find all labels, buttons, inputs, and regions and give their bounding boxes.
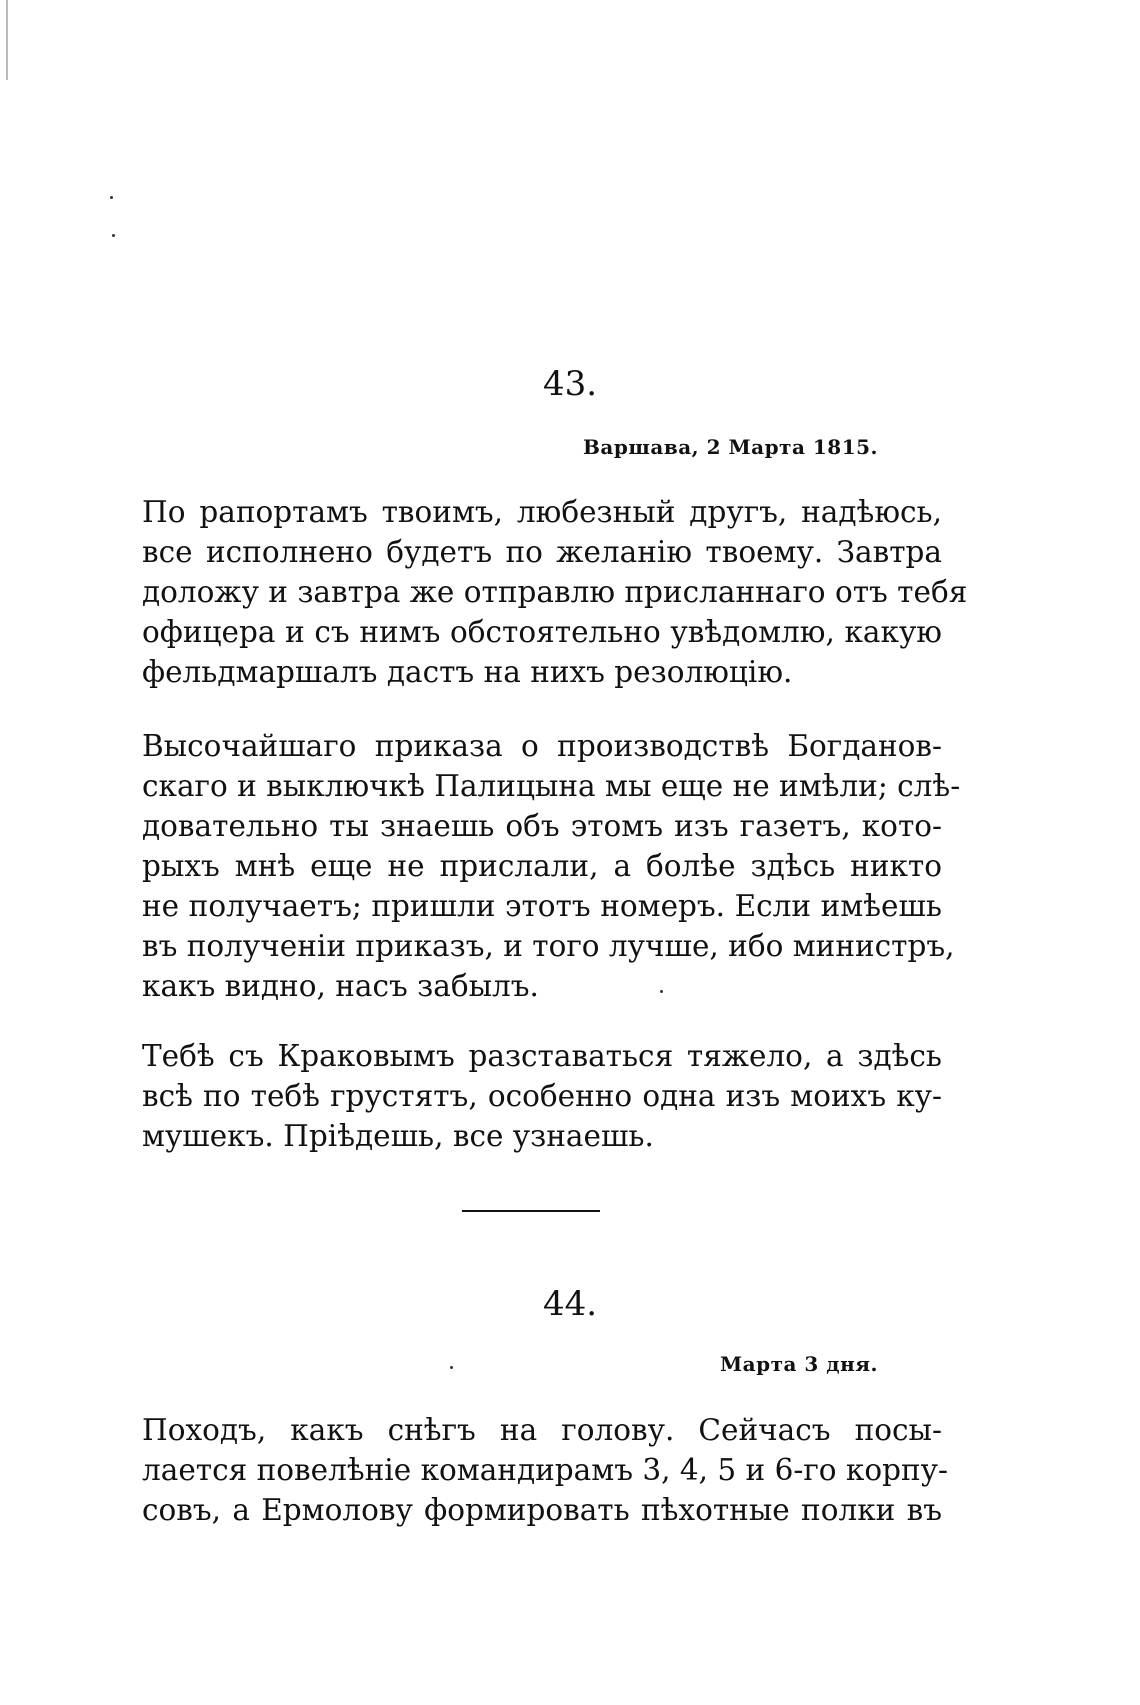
text-line: не получаетъ; пришли этотъ номеръ. Если имѣешь xyxy=(142,889,942,923)
letter-paragraph xyxy=(142,726,961,1006)
letter-paragraph xyxy=(142,492,968,692)
text-line: мушекъ. Пріѣдешь, все узнаешь. xyxy=(142,1119,654,1153)
print-speck xyxy=(110,196,113,199)
page-binding-edge xyxy=(6,0,8,80)
text-line: все исполнено будетъ по желанію твоему. Завтра xyxy=(142,535,942,569)
letter-paragraph xyxy=(142,1410,948,1530)
letter-number: 43. xyxy=(542,364,598,404)
text-line: въ полученіи приказъ, и того лучше, ибо министръ, xyxy=(142,929,955,963)
print-speck xyxy=(450,1366,453,1369)
text-line: фельдмаршалъ дастъ на нихъ резолюцію. xyxy=(142,655,793,689)
text-line: офицера и съ нимъ обстоятельно увѣдомлю, какую xyxy=(142,615,942,649)
text-line: По рапортамъ твоимъ, любезный другъ, надѣюсь, xyxy=(142,495,942,529)
letter-paragraph xyxy=(142,1036,942,1156)
text-line: совъ, а Ермолову формировать пѣхотные полки въ xyxy=(142,1493,942,1527)
text-line: Походъ, какъ снѣгъ на голову. Сейчасъ посы- xyxy=(142,1413,942,1447)
print-speck xyxy=(112,234,115,237)
text-line: рыхъ мнѣ еще не прислали, а болѣе здѣсь никто xyxy=(142,849,942,883)
text-line: всѣ по тебѣ грустятъ, особенно одна изъ моихъ ку- xyxy=(142,1079,942,1113)
text-line: лается повелѣніе командирамъ 3, 4, 5 и 6-го корпу- xyxy=(142,1453,948,1487)
letter-dateline: Варшава, 2 Марта 1815. xyxy=(583,435,878,459)
letter-number: 44. xyxy=(542,1284,598,1324)
text-line: довательно ты знаешь объ этомъ изъ газетъ, кото- xyxy=(142,809,942,843)
letter-dateline: Марта 3 дня. xyxy=(720,1352,878,1376)
text-line: доложу и завтра же отправлю присланнаго отъ тебя xyxy=(142,575,968,609)
text-line: какъ видно, насъ забылъ. xyxy=(142,969,539,1003)
text-line: Высочайшаго приказа о производствѣ Богданов- xyxy=(142,729,942,763)
text-line: Тебѣ съ Краковымъ разставаться тяжело, а здѣсь xyxy=(142,1039,942,1073)
section-divider xyxy=(462,1210,600,1212)
text-line: скаго и выключкѣ Палицына мы еще не имѣли; слѣ- xyxy=(142,769,961,803)
